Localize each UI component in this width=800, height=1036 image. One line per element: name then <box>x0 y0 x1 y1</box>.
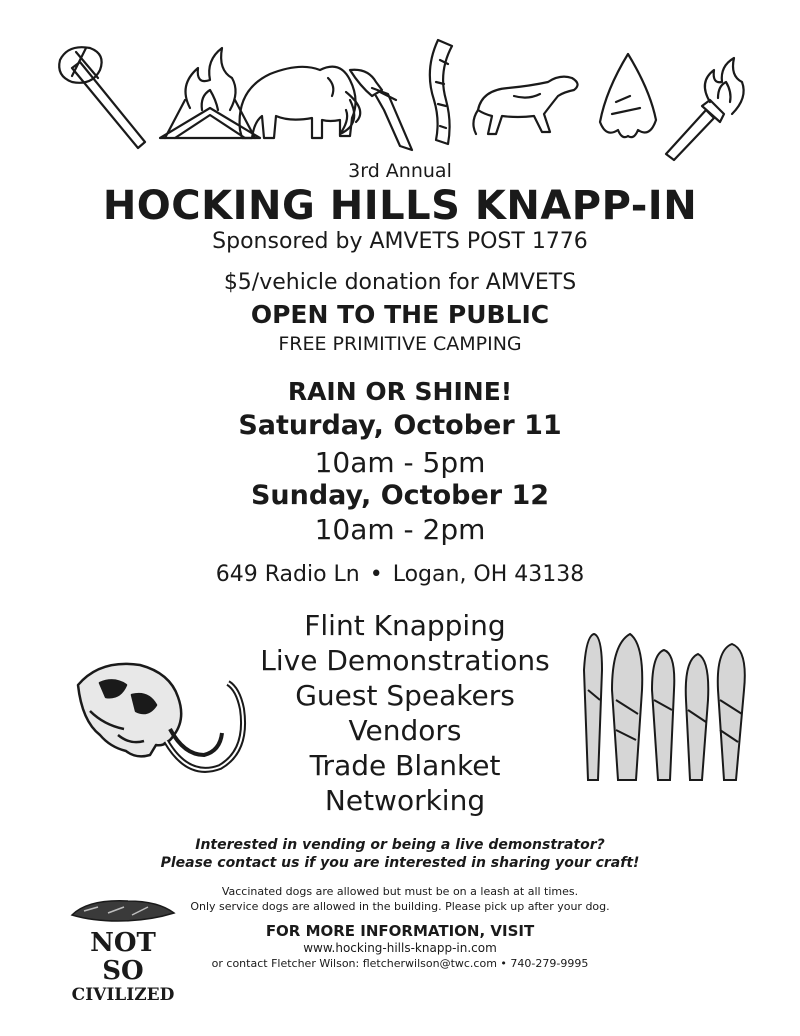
open-to-public: OPEN TO THE PUBLIC <box>250 300 550 329</box>
event-title: HOCKING HILLS KNAPP-IN <box>102 183 698 229</box>
not-so-civilized-logo <box>68 893 178 1005</box>
boomerang-icon <box>430 40 452 144</box>
campfire-icon <box>160 48 260 138</box>
logo-line-2: CIVILIZED <box>71 985 175 1005</box>
website-link[interactable]: www.hocking-hills-knapp-in.com <box>303 941 497 955</box>
rain-or-shine: RAIN OR SHINE! <box>287 377 513 406</box>
dog-policy-line-1: Vaccinated dogs are allowed but must be on a leash at all times. <box>221 885 579 898</box>
contact-line: or contact Fletcher Wilson: fletcherwilson@twc.com • 740-279-9995 <box>211 957 589 970</box>
arrowhead-icon <box>600 54 656 137</box>
prehistoric-icons-row <box>50 30 750 165</box>
spear-points-icon <box>578 630 753 789</box>
feature-item: Trade Blanket <box>309 749 501 782</box>
sponsor-line: Sponsored by AMVETS POST 1776 <box>212 229 588 254</box>
feature-item: Vendors <box>348 714 462 747</box>
sunday-hours: 10am - 2pm <box>314 513 486 546</box>
camping-line: FREE PRIMITIVE CAMPING <box>278 333 522 355</box>
feature-item: Guest Speakers <box>295 679 515 712</box>
address-line <box>0 562 800 587</box>
dog-policy-line-2: Only service dogs are allowed in the building. Please pick up after your dog. <box>190 900 610 913</box>
cave-horse-icon <box>473 77 577 134</box>
vending-info <box>0 836 800 872</box>
edition-label: 3rd Annual <box>348 160 452 182</box>
vending-line-1: Interested in vending or being a live demonstrator? <box>195 837 605 853</box>
vending-line-2: Please contact us if you are interested in sharing your craft! <box>160 855 640 871</box>
mammoth-icon <box>240 67 361 138</box>
logo-line-1: NOT SO <box>90 928 156 986</box>
saturday-date: Saturday, October 11 <box>238 410 562 441</box>
feature-item: Flint Knapping <box>304 609 506 642</box>
city-address: Logan, OH 43138 <box>392 562 585 587</box>
donation-line: $5/vehicle donation for AMVETS <box>223 270 577 295</box>
stone-axe-icon <box>59 47 145 148</box>
feature-item: Networking <box>324 784 486 817</box>
street-address: 649 Radio Ln <box>215 562 360 587</box>
sunday-date: Sunday, October 12 <box>250 480 550 511</box>
knife-blade-icon <box>68 893 178 927</box>
feature-item: Live Demonstrations <box>260 644 550 677</box>
address-separator: • <box>369 562 383 587</box>
saturday-hours: 10am - 5pm <box>314 446 486 479</box>
more-info-heading: FOR MORE INFORMATION, VISIT <box>265 922 535 940</box>
torch-icon <box>666 58 744 160</box>
